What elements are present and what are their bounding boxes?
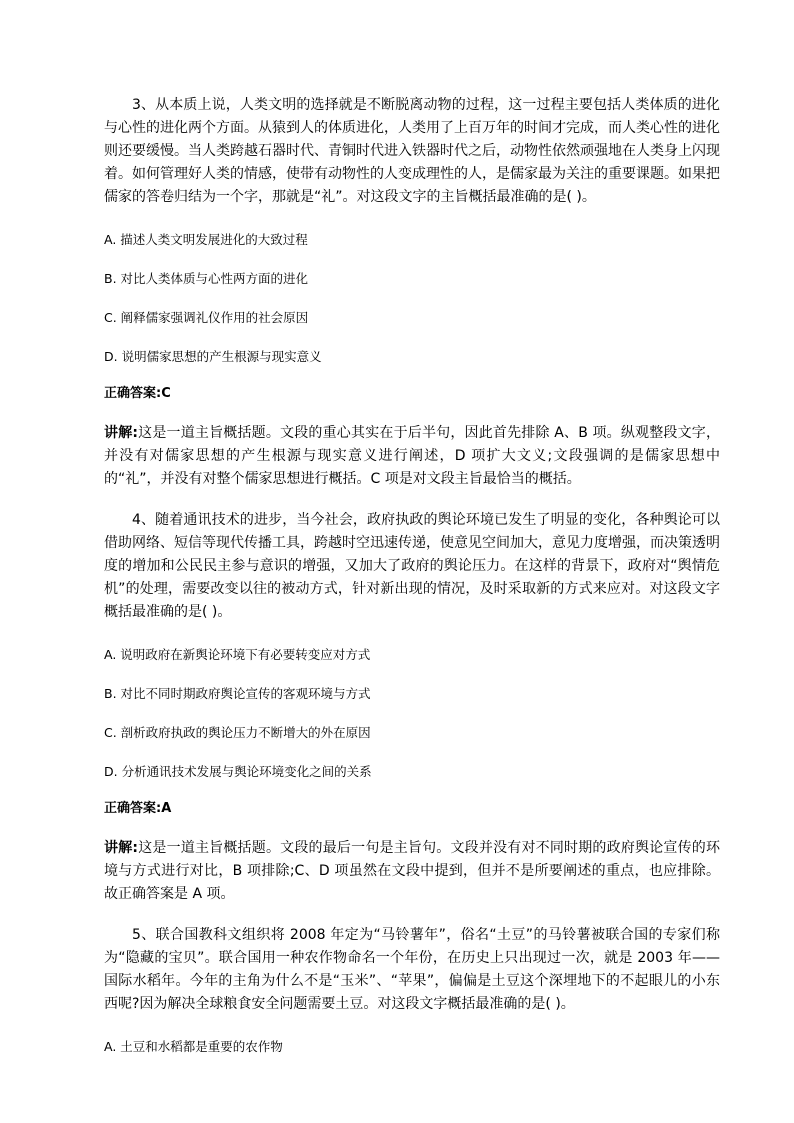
question-4-option-c: C. 剖析政府执政的舆论压力不断增大的外在原因 — [104, 725, 371, 740]
question-3-option-a: A. 描述人类文明发展进化的大致过程 — [104, 232, 308, 247]
question-4-stem: 4、随着通讯技术的进步，当今社会，政府执政的舆论环境已发生了明显的变化，各种舆论可以借助网络、短信等现代传播工具，跨越时空迅速传递，使意见空间加大，意见力度增强，而决策透明度的增加和公民民主参与意识的增强，又加大了政府的舆论压力。在这样的背景下，政府对“舆情危机”的处理，需要改变以往的被动方式，针对新出现的情况，及时采取新的方式来应对。对这段文字概括最准确的是( )。 — [104, 512, 720, 620]
answer-value: C — [161, 386, 171, 401]
explain-label: 讲解: — [104, 840, 138, 856]
explain-label: 讲解: — [104, 425, 138, 441]
question-3-option-c: C. 阐释儒家强调礼仪作用的社会原因 — [104, 310, 309, 325]
question-4-option-a: A. 说明政府在新舆论环境下有必要转变应对方式 — [104, 647, 371, 662]
question-3-explanation — [104, 422, 720, 491]
question-3-stem: 3、从本质上说，人类文明的选择就是不断脱离动物的过程，这一过程主要包括人类体质的进化与心性的进化两个方面。从猿到人的体质进化，人类用了上百万年的时间才完成，而人类心性的进化则还要缓慢。当人类跨越石器时代、青铜时代进入铁器时代之后，动物性依然顽强地在人类身上闪现着。如何管理好人类的情感，使带有动物性的人变成理性的人，是儒家最为关注的重要课题。如果把儒家的答卷归结为一个字，那就是“礼”。对这段文字的主旨概括最准确的是( )。 — [104, 97, 720, 205]
question-4-option-d: D. 分析通讯技术发展与舆论环境变化之间的关系 — [104, 764, 372, 779]
question-4-option-b: B. 对比不同时期政府舆论宣传的客观环境与方式 — [104, 686, 371, 701]
question-5-option-a: A. 土豆和水稻都是重要的农作物 — [104, 1039, 283, 1054]
question-3-option-b: B. 对比人类体质与心性两方面的进化 — [104, 271, 309, 286]
question-4-answer — [104, 799, 720, 819]
explain-text: 这是一道主旨概括题。文段的重心其实在于后半句，因此首先排除 A、B 项。纵观整段文字，并没有对儒家思想的产生根源与现实意义进行阐述，D 项扩大文义;文段强调的是儒家思想中的“礼”，并没有对整个儒家思想进行概括。C 项是对文段主旨最恰当的概括。 — [104, 425, 720, 487]
answer-label: 正确答案: — [104, 801, 162, 816]
question-4-explanation — [104, 837, 720, 906]
document-page — [104, 94, 720, 1057]
explain-text: 这是一道主旨概括题。文段的最后一句是主旨句。文段并没有对不同时期的政府舆论宣传的环境与方式进行对比，B 项排除;C、D 项虽然在文段中提到，但并不是所要阐述的重点，也应排除。故正确答案是 A 项。 — [104, 840, 720, 902]
question-3-answer — [104, 384, 720, 404]
question-5-stem: 5、联合国教科文组织将 2008 年定为“马铃薯年”，俗名“土豆”的马铃薯被联合国的专家们称为“隐藏的宝贝”。联合国用一种农作物命名一个年份，在历史上只出现过一次，就是 2003 年——国际水稻年。今年的主角为什么不是“玉米”、“苹果”，偏偏是土豆这个深埋地下的不起眼儿的小东西呢?因为解决全球粮食安全问题需要土豆。对这段文字概括最准确的是( )。 — [104, 927, 720, 1012]
answer-label: 正确答案: — [104, 386, 162, 401]
question-3-option-d: D. 说明儒家思想的产生根源与现实意义 — [104, 349, 322, 364]
answer-value: A — [161, 801, 172, 816]
